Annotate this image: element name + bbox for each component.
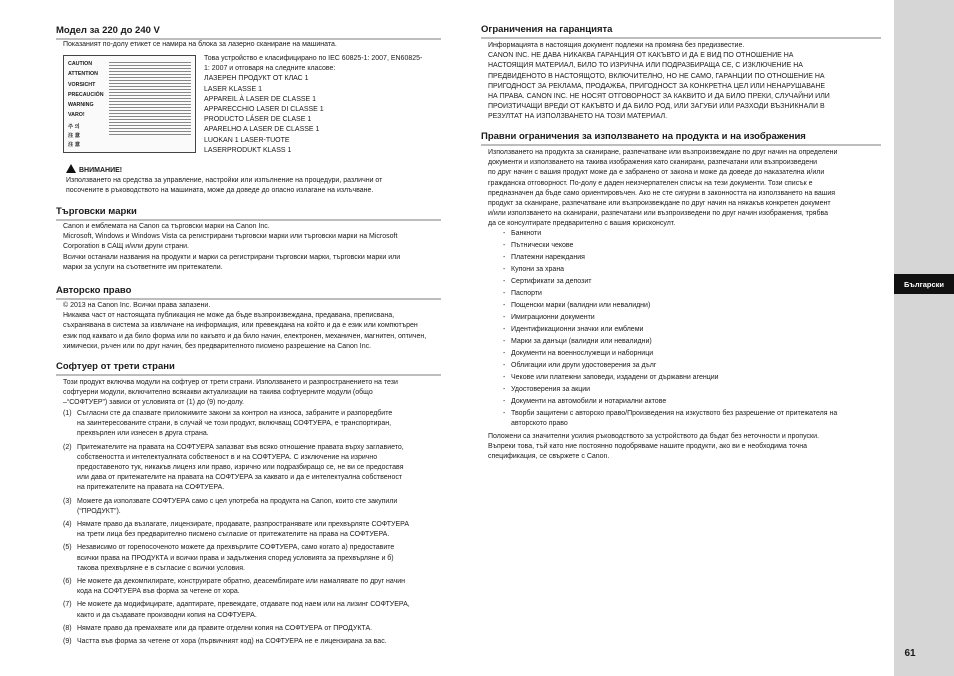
legal-line: гражданска отговорност. По-долу е даден неизчерпателен списък на тези документи. Този списък е <box>488 179 813 187</box>
closing-line: Въпреки това, тъй като ние постоянно подобряваме нашите продукти, ако ви е необходима точна <box>488 443 808 451</box>
list-item <box>63 543 455 574</box>
heading-rule <box>481 37 881 39</box>
list-item <box>63 409 455 440</box>
warning-block <box>66 164 441 197</box>
item-number: (1) <box>63 410 72 417</box>
item-number: (3) <box>63 497 72 505</box>
warranty-line: Информацията в настоящия документ подлежи на промяна без предизвестие. <box>488 42 745 49</box>
classification-line: LUOKAN 1 LASER-TUOTE <box>204 136 290 144</box>
copyright-line: Никаква част от настоящата публикация не може да бъде възпроизвеждана, предавана, преписвана, <box>63 312 395 320</box>
list-item: - Банкноти <box>503 229 883 239</box>
legal-line: продукт за сканиране, разпечатване или възпроизвеждане по друг начин на някакъв конкретен документ <box>488 200 831 208</box>
list-item <box>63 624 455 634</box>
label-word: 注 意 <box>68 142 81 148</box>
label-word: 주 의 <box>68 124 80 130</box>
legal-line: предназначен да бъде само ориентировъчен. Ако не сте сигурни в законността на използването на вашия <box>488 189 836 197</box>
warning-icon <box>66 164 76 173</box>
warranty-heading <box>481 24 881 35</box>
list-item: - Пощенски марки (валидни или невалидни) <box>503 301 883 311</box>
list-item: - Купони за храна <box>503 265 883 275</box>
trademarks-line: Canon и емблемата на Canon са търговски марки на Canon Inc. <box>63 223 270 230</box>
item-number: (2) <box>63 443 72 451</box>
warning-title-row <box>66 164 441 176</box>
item-number: (5) <box>63 544 72 552</box>
legal-line: документи и използването на такива изображения като сканирани, разпечатани или възпроизведени <box>488 159 817 167</box>
classification-line: LASER KLASSE 1 <box>204 85 262 93</box>
language-tab <box>894 274 954 294</box>
model-heading-text: Модел за 220 до 240 V <box>56 25 160 36</box>
label-word: WARNING <box>68 102 94 108</box>
laser-classification <box>204 54 444 156</box>
label-word: 注 意 <box>68 133 81 139</box>
label-word: VORSICHT <box>68 82 96 88</box>
warranty-text <box>488 41 883 123</box>
classification-line: PRODUCTO LÁSER DE CLASE 1 <box>204 116 312 124</box>
list-item: - Платежни нареждания <box>503 253 883 263</box>
item-line: на притежателите на правата на СОФТУЕРА. <box>77 484 225 492</box>
legal-heading <box>481 131 881 142</box>
item-line: кода на СОФТУЕРА във форма за четене от хора. <box>77 588 240 596</box>
item-line: или дава от притежателите на правата на СОФТУЕРА за каквато и да е интелектуална собственост <box>77 474 403 482</box>
trademarks-line: марки за услуги на съответните им притежатели. <box>63 263 223 271</box>
list-item: - Чекове или платежни заповеди, издадени от държавни агенции <box>503 373 883 383</box>
legal-line: Използването на продукта за сканиране, разпечатване или възпроизвеждане по друг начин на определени <box>488 149 838 156</box>
list-item: - Облигации или други удостоверения за дълг <box>503 361 883 371</box>
heading-rule <box>56 219 441 221</box>
list-item: - Документи на автомобили и нотариални актове <box>503 397 883 407</box>
item-line: прехвърлен или изнесен в друга страна. <box>77 430 209 438</box>
software-intro-line: Този продукт включва модули на софтуер от трети страни. Използването и разпространението на тези <box>63 379 398 386</box>
classification-line: 1: 2007 и отговаря на следните класове: <box>204 65 336 73</box>
item-line: както и да създавате производни копия на СОФТУЕРА. <box>77 611 257 619</box>
closing-line: Положени са значителни усилия ръководството за устройството да бъдат без неточности и пропуски. <box>488 433 819 440</box>
item-line: такова прехвърляне е в съгласие с всички условия. <box>77 564 245 572</box>
classification-line: APPAREIL À LASER DE CLASSE 1 <box>204 95 317 103</box>
item-line: всички права на ПРОДУКТА и всички права и задължения според условията за прехвърляне и б) <box>77 554 394 562</box>
list-item-continuation: авторското право <box>511 420 568 428</box>
copyright-heading <box>56 285 441 296</box>
item-line: Нямате право да възлагате, лицензирате, продавате, разпространявате или прехвърляте СОФТУЕРА <box>77 521 410 529</box>
software-heading-text: Софтуер от трети страни <box>56 361 175 372</box>
document-list <box>503 229 883 429</box>
item-line: Не можете да декомпилирате, конструирате обратно, деасемблирате или намалявате по друг начин <box>77 578 406 586</box>
legal-heading-text: Правни ограничения за използването на продукта и на изображения <box>481 131 806 142</box>
warranty-line: ПРИГОДНОСТ ЗА РЕКЛАМА, ПРОДАЖБА, ПРИГОДНОСТ ЗА КОНКРЕТНА ЦЕЛ ИЛИ НЕНАРУШАВАНЕ <box>488 82 826 90</box>
trademarks-heading-text: Търговски марки <box>56 206 137 217</box>
item-line: Не можете да модифицирате, адаптирате, превеждате, отдавате под наем или на лизинг СОФТУЕРА, <box>77 601 410 609</box>
copyright-line: съхранявана в система за извличане на информация, или превеждана на който и да е език или компютърен <box>63 322 418 330</box>
item-number: (4) <box>63 521 72 529</box>
list-item: - Имиграционни документи <box>503 313 883 323</box>
trademarks-heading <box>56 206 441 217</box>
warning-text-line: посочените в ръководството на машината, може да доведе до опасно излагане на излъчване. <box>66 187 374 195</box>
list-item <box>63 637 455 647</box>
laser-warning-label <box>63 55 196 153</box>
list-item: - Марки за данъци (валидни или невалидни) <box>503 337 883 347</box>
classification-line: APARELHO A LASER DE CLASSE 1 <box>204 126 320 134</box>
copyright-line: химически, ръчен или по друг начин, без предварителното писмено разрешение на Canon Inc. <box>63 342 372 350</box>
trademarks-line: Всички останали названия на продукти и марки са регистрирани търговски марки, търговски марки или <box>63 253 401 261</box>
trademarks-line: Microsoft, Windows и Windows Vista са регистрирани търговски марки или търговски марки на Microsoft <box>63 233 398 241</box>
legal-line: да се консултирате предварително с вашия юрисконсулт. <box>488 220 676 228</box>
warranty-line: ПРОИЗТИЧАЩИ ВРЕДИ ОТ КАКЪВТО И ДА БИЛО РОД, ИЛИ ЗАГУБИ ИЛИ РАЗХОДИ ВЪЗНИКНАЛИ В <box>488 103 825 111</box>
list-item <box>63 520 455 540</box>
page-number: 61 <box>904 648 916 659</box>
legal-line: и/или използването на сканирани, разпечатани или възпроизведени по друг начин изображения, трябва <box>488 210 829 218</box>
model-intro: Показаният по-долу етикет се намира на блока за лазерно сканиране на машината. <box>63 41 337 48</box>
list-item <box>503 409 883 419</box>
language-label: Български <box>903 279 945 289</box>
classification-line: APPARECCHIO LASER DI CLASSE 1 <box>204 106 324 114</box>
item-line: Независимо от горепосоченото можете да прехвърлите СОФТУЕРА, само когато а) предоставите <box>77 544 395 552</box>
label-word: ATTENTION <box>68 71 98 77</box>
copyright-line: език под каквато и да било форма или по какъвто и да било начин, електронен, механичен, магнитен, оптичен, <box>63 332 427 340</box>
list-item: - Идентификационни значки или емблеми <box>503 325 883 335</box>
item-line: (“ПРОДУКТ”). <box>77 507 121 515</box>
list-item: - Пътнически чекове <box>503 241 883 251</box>
warning-title: ВНИМАНИЕ! <box>79 167 123 174</box>
classification-line: Това устройство е класифицирано по IEC 60825-1: 2007, EN60825- <box>204 55 423 62</box>
list-item: - Сертификати за депозит <box>503 277 883 287</box>
heading-rule <box>56 374 441 376</box>
label-word: VARO! <box>68 112 85 118</box>
software-terms-list <box>63 409 455 650</box>
warranty-line: ПРЕДВИДЕНОТО В НАСТОЯЩОТО, ВКЛЮЧИТЕЛНО, НО НЕ САМО, ГАРАНЦИИ ПО ОТНОШЕНИЕ НА <box>488 72 825 80</box>
list-item <box>63 443 455 494</box>
copyright-line: © 2013 на Canon Inc. Всички права запазени. <box>63 302 211 309</box>
software-heading <box>56 361 441 372</box>
item-number: (6) <box>63 578 72 586</box>
closing-note <box>488 432 888 463</box>
closing-line: спецификация, се свържете с Canon. <box>488 453 610 461</box>
item-line: Частта във форма за четене от хора (първичният код) на СОФТУЕРА не е лицензирана за вас. <box>77 638 387 646</box>
warning-text-line: Използването на средства за управление, настройки или изпълнение на процедури, различни от <box>66 177 383 185</box>
item-line: Нямате право да премахвате или да правите отделни копия на СОФТУЕРА от ПРОДУКТА. <box>77 624 373 632</box>
warranty-line: CANON INC. НЕ ДАВА НИКАКВА ГАРАНЦИЯ ОТ КАКЪВТО И ДА Е ВИД ПО ОТНОШЕНИЕ НА <box>488 52 794 60</box>
legal-line: по друг начин с вашия продукт може да е забранено от закона и може да доведе до наказателна и/или <box>488 169 825 177</box>
item-number: (9) <box>63 638 72 646</box>
item-line: предоставеното тук, никакъв лиценз или право, изрично или подразбиращо се, не ви се предоставя <box>77 464 404 472</box>
label-fine-print <box>109 62 191 137</box>
warranty-line: НА ПРАВА. CANON INC. НЕ НОСЯТ ОТГОВОРНОСТ ЗА КАКВИТО И ДА БИЛО ПРЕКИ, СЛУЧАЙНИ ИЛИ <box>488 93 830 101</box>
software-intro-line: софтуерни модули, включително всякакви актуализации на такива софтуерните модули (общо <box>63 389 373 397</box>
heading-rule <box>481 144 881 146</box>
legal-text <box>488 148 888 230</box>
item-line: Съгласни сте да спазвате приложимите закони за контрол на износа, забраните и разпоредбите <box>77 410 393 417</box>
item-number: (7) <box>63 601 72 609</box>
list-item: - Удостоверения за акции <box>503 385 883 395</box>
list-item: - Документи на военнослужещи и наборници <box>503 349 883 359</box>
software-intro <box>63 378 453 409</box>
warranty-line: НАСТОЯЩИЯ МАТЕРИАЛ, БИЛО ТО ИЗРИЧНА ИЛИ ПОДРАЗБИРАЩА СЕ, С ИЗКЛЮЧЕНИЕ НА <box>488 62 803 70</box>
label-word: CAUTION <box>68 61 93 67</box>
list-item <box>63 577 455 597</box>
list-item <box>63 497 455 517</box>
software-intro-line: –“СОФТУЕР”) зависи от условията от (1) до (9) по-долу. <box>63 399 244 407</box>
warranty-heading-text: Ограничения на гаранцията <box>481 24 613 35</box>
item-line: Притежателите на правата на СОФТУЕРА запазват във всяко отношение правата върху заглавието, <box>77 443 404 451</box>
classification-line: LASERPRODUKT KLASS 1 <box>204 146 292 154</box>
list-item <box>63 600 455 620</box>
heading-rule <box>56 298 441 300</box>
item-line: Можете да използвате СОФТУЕРА само с цел употреба на продукта на Canon, които сте закупили <box>77 497 398 505</box>
classification-line: ЛАЗЕРЕН ПРОДУКТ ОТ КЛАС 1 <box>204 75 309 83</box>
trademarks-text <box>63 222 448 273</box>
model-heading <box>56 25 441 36</box>
list-item-line: Творби защитени с авторско право/Произведения на изкуството без разрешение от притежателя на <box>511 410 838 417</box>
item-line: собствеността и интелектуалната собственост в и на СОФТУЕРА. С изключение на изрично <box>77 453 378 461</box>
list-item: - Паспорти <box>503 289 883 299</box>
label-word: PRECAUCIÓN <box>68 92 104 98</box>
trademarks-line: Corporation в САЩ и/или други страни. <box>63 243 189 251</box>
copyright-text <box>63 301 453 352</box>
right-sidebar <box>894 0 954 676</box>
copyright-heading-text: Авторско право <box>56 285 132 296</box>
item-number: (8) <box>63 624 72 632</box>
item-line: на трети лица без предварително писмено съгласие от притежателите на права на СОФТУЕРА. <box>77 531 390 539</box>
item-line: на заинтересованите страни, в случай че този продукт, включващ СОФТУЕРА, е транспортиран, <box>77 420 392 428</box>
warranty-line: РЕЗУЛТАТ НА ИЗПОЛЗВАНЕТО НА ТОЗИ МАТЕРИАЛ. <box>488 113 668 121</box>
